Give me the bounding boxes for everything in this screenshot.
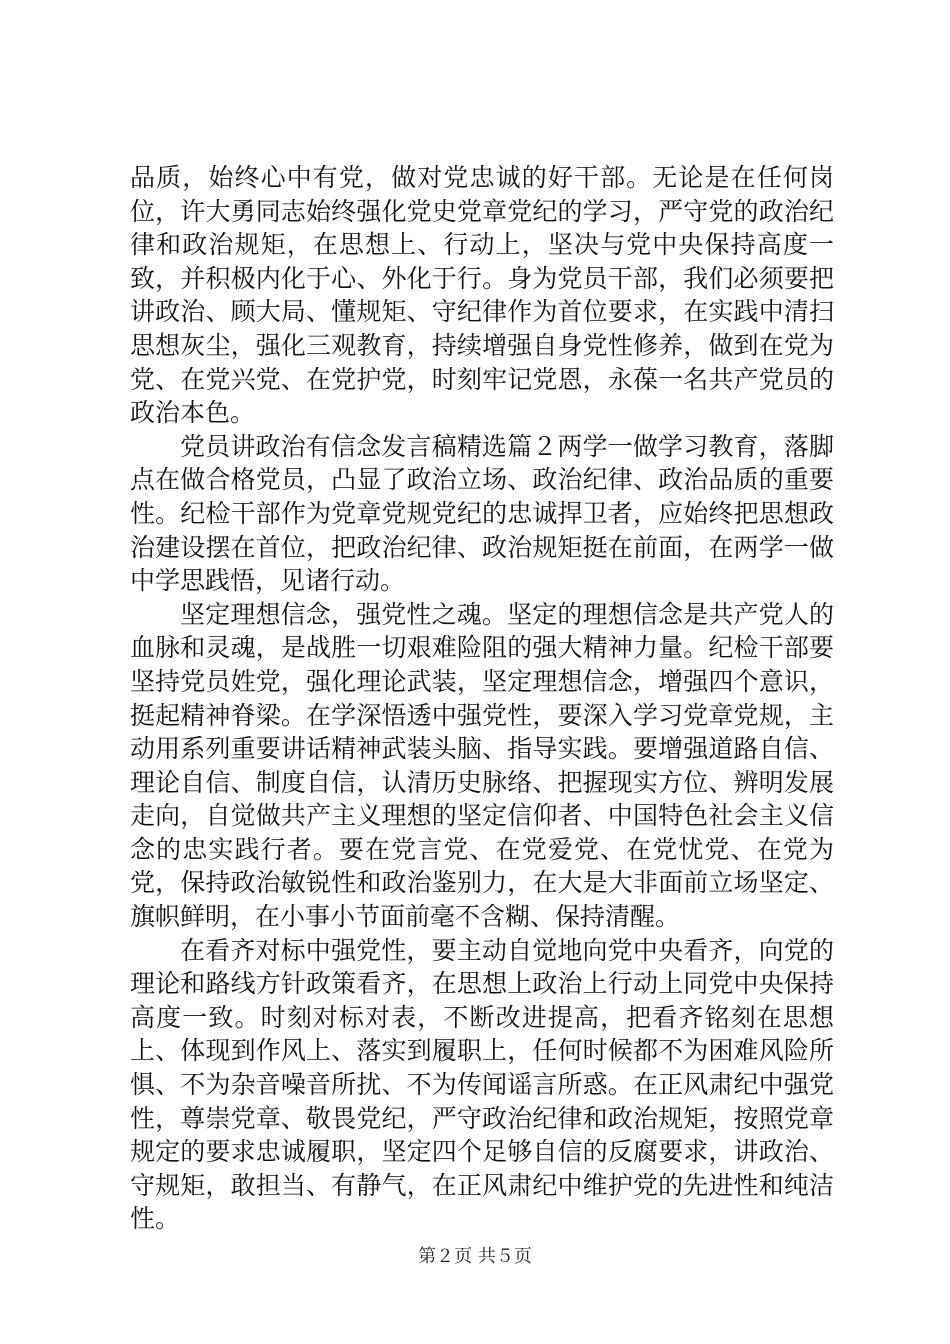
paragraph-continuation: 品质，始终心中有党，做对党忠诚的好干部。无论是在任何岗位，许大勇同志始终强化党史党章党纪的学习，严守党的政治纪律和政治规矩，在思想上、行动上，坚决与党中央保持高度一致，并积极内化于心、外化于行。身为党员干部，我们必须要把讲政治、顾大局、懂规矩、守纪律作为首位要求，在实践中清扫思想灰尘，强化三观教育，持续增强自身党性修养，做到在党为党、在党兴党、在党护党，时刻牢记党恩，永葆一名共产党员的政治本色。 bbox=[130, 163, 834, 428]
paragraph-alignment: 在看齐对标中强党性，要主动自觉地向党中央看齐，向党的理论和路线方针政策看齐，在思想上政治上行动上同党中央保持高度一致。时刻对标对表，不断改进提高，把看齐铭刻在思想上、体现到作风上、落实到履职上，任何时候都不为困难风险所惧、不为杂音噪音所扰、不为传闻谣言所惑。在正风肃纪中强党性，尊崇党章、敬畏党纪，严守政治纪律和政治规矩，按照党章规定的要求忠诚履职，坚定四个足够自信的反腐要求，讲政治、守规矩，敢担当、有静气，在正风肃纪中维护党的先进性和纯洁性。 bbox=[130, 935, 834, 1234]
paragraph-ideals: 坚定理想信念，强党性之魂。坚定的理想信念是共产党人的血脉和灵魂，是战胜一切艰难险阻的强大精神力量。纪检干部要坚持党员姓党，强化理论武装，坚定理想信念，增强四个意识，挺起精神脊梁。在学深悟透中强党性，要深入学习党章党规，主动用系列重要讲话精神武装头脑、指导实践。要增强道路自信、理论自信、制度自信，认清历史脉络、把握现实方位、辨明发展走向，自觉做共产主义理想的坚定信仰者、中国特色社会主义信念的忠实践行者。要在党言党、在党爱党、在党忧党、在党为党，保持政治敏锐性和政治鉴别力，在大是大非面前立场坚定、旗帜鲜明，在小事小节面前毫不含糊、保持清醒。 bbox=[130, 599, 834, 932]
paragraph-speech-intro: 党员讲政治有信念发言稿精选篇２两学一做学习教育，落脚点在做合格党员，凸显了政治立场、政治纪律、政治品质的重要性。纪检干部作为党章党规党纪的忠诚捍卫者，应始终把思想政治建设摆在首位，把政治纪律、政治规矩挺在前面，在两学一做中学思践悟，见诸行动。 bbox=[130, 431, 834, 596]
document-body bbox=[130, 161, 834, 1236]
page-footer: 第２页 共５页 bbox=[418, 1246, 532, 1267]
